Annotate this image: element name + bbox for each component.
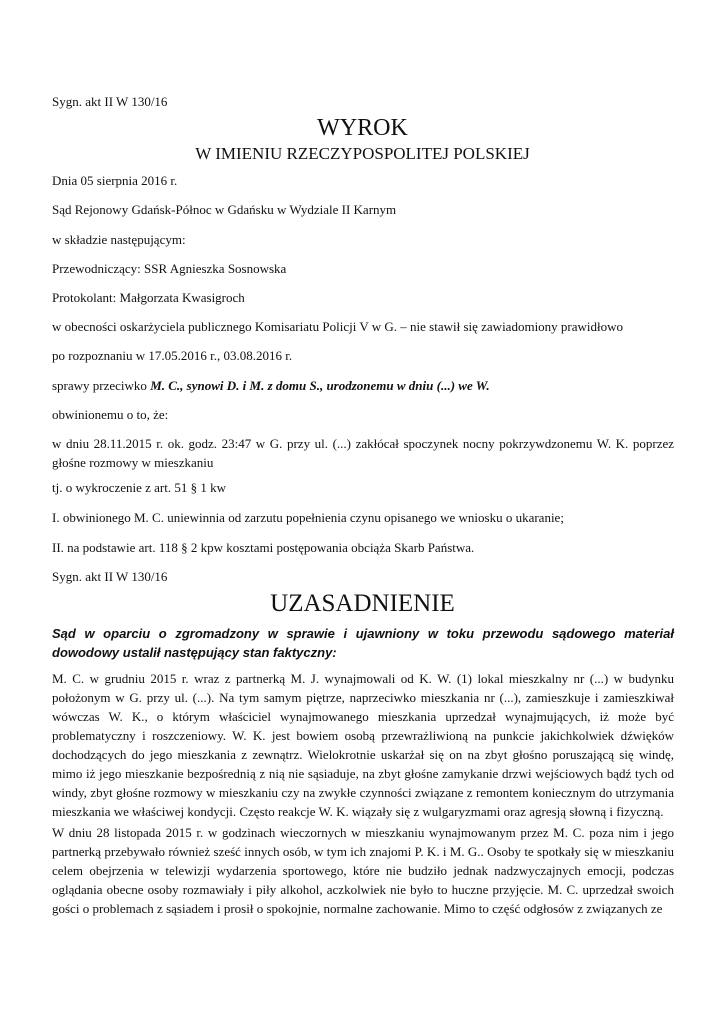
prosecutor-presence: w obecności oskarżyciela publicznego Komisariatu Policji V w G. – nie stawił się zawiadomiony prawidłowo: [52, 319, 624, 334]
document-subtitle: W IMIENIU RZECZYPOSPOLITEJ POLSKIEJ: [195, 144, 530, 163]
defendant-name: M. C., synowi D. i M. z domu S., urodzonemu w dniu (...) we W.: [150, 378, 490, 393]
justification-paragraph-1: M. C. w grudniu 2015 r. wraz z partnerką M. J. wynajmowali od K. W. (1) lokal mieszkalny nr (...) w budynku położonym w G. przy ul. (...). Na tym samym piętrze, naprzeciwko mieszkania nr (...), zamieszkuje i zamieszkiwał wówczas W. K., o którym właściciel wynajmowanego mieszkania uprzedzał wynajmujących, iż może być problematyczny i roszczeniowy. W. K. jest bowiem osobą przewrażliwioną na punkcie jakichkolwiek dźwięków dochodzących do jego mieszkania z zewnątrz. Wielokrotnie uskarżał się on na zbyt głośno poruszającą się windę, mimo iż jego mieszkanie bezpośrednią z nią nie sąsiaduje, na zbyt głośne zamykanie drzwi wejściowych bądź tych od windy, zbyt głośne rozmowy w mieszkaniu czy na zwykłe czynności związane z remontem koniecznym do utrzymania mieszkania we właściwej kondycji. Często reakcje W. K. wiązały się z wulgaryzmami oraz agresją słowną i fizyczną.: [52, 671, 674, 819]
hearing-dates: po rozpoznaniu w 17.05.2016 r., 03.08.2016 r.: [52, 348, 293, 363]
verdict-point-2: II. na podstawie art. 118 § 2 kpw kosztami postępowania obciąża Skarb Państwa.: [52, 540, 475, 555]
verdict-point-1: I. obwinionego M. C. uniewinnia od zarzutu popełnienia czynu opisanego we wniosku o ukaranie;: [52, 510, 564, 525]
offence-article: tj. o wykroczenie z art. 51 § 1 kw: [52, 480, 227, 495]
verdict-date: Dnia 05 sierpnia 2016 r.: [52, 173, 178, 188]
case-signature-justification: Sygn. akt II W 130/16: [52, 569, 168, 584]
court-composition: w składzie następującym:: [52, 232, 186, 247]
justification-intro: Sąd w oparciu o zgromadzony w sprawie i ujawniony w toku przewodu sądowego materiał dowodowy ustalił następujący stan faktyczny:: [52, 626, 674, 660]
court-name: Sąd Rejonowy Gdańsk-Północ w Gdańsku w Wydziale II Karnym: [52, 202, 397, 217]
presiding-judge: Przewodniczący: SSR Agnieszka Sosnowska: [52, 261, 287, 276]
court-clerk: Protokolant: Małgorzata Kwasigroch: [52, 290, 245, 305]
accused-of-label: obwinionemu o to, że:: [52, 407, 169, 422]
justification-title: UZASADNIENIE: [270, 590, 455, 617]
charge-description: w dniu 28.11.2015 r. ok. godz. 23:47 w G. przy ul. (...) zakłócał spoczynek nocny pokrzywdzonemu W. K. poprzez głośne rozmowy w mieszkaniu: [52, 436, 674, 470]
case-against-prefix: sprawy przeciwko: [52, 378, 151, 393]
document-title: WYROK: [317, 115, 408, 141]
case-signature-top: Sygn. akt II W 130/16: [52, 94, 168, 109]
justification-paragraph-2: W dniu 28 listopada 2015 r. w godzinach wieczornych w mieszkaniu wynajmowanym przez M. C. poza nim i jego partnerką przebywało również sześć innych osób, w tym ich znajomi P. K. i M. G.. Osoby te spotkały się w mieszkaniu celem obejrzenia w telewizji wydarzenia sportowego, które nie budziło jednak nadzwyczajnych emocji, podczas oglądania obecne osoby rozmawiały i piły alkohol, aczkolwiek nie było to huczne przyjęcie. M. C. uprzedzał swoich gości o problemach z sąsiadem i prosił o spokojnie, normalne zachowanie. Mimo to część odgłosów z związanych ze: [52, 825, 674, 916]
case-against: [52, 376, 490, 395]
